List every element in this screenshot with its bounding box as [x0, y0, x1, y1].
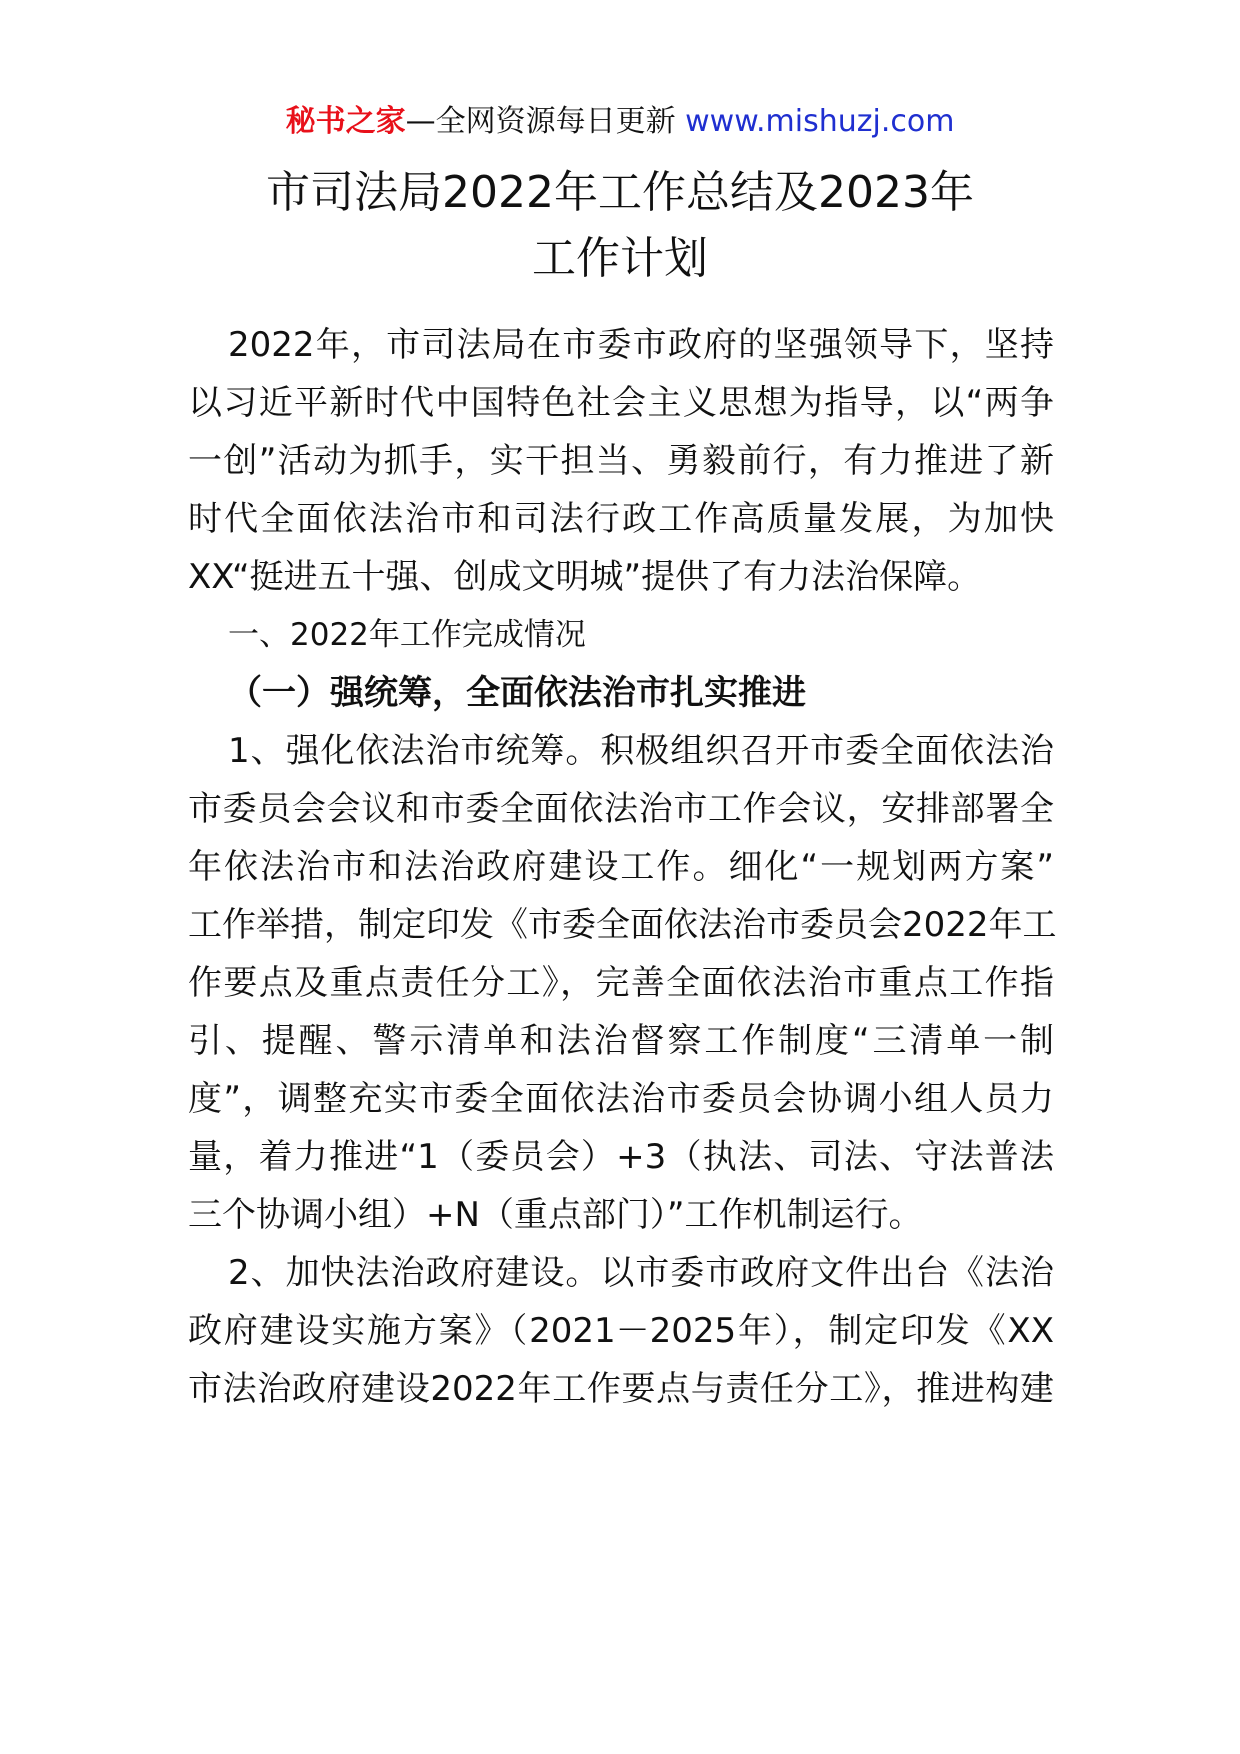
site-banner [0, 100, 1240, 144]
body-line: XX“挺进五十强、创成文明城”提供了有力法治保障。 [188, 557, 982, 597]
body-line: 年依法治市和法治政府建设工作。细化“一规划两方案” [188, 847, 1054, 887]
site-link[interactable]: www.mishuzj.com [685, 104, 955, 139]
document-title-line-1: 市司法局2022年工作总结及2023年 [266, 167, 974, 218]
body-line: 量，着力推进“1（委员会）+3（执法、司法、守法普法 [188, 1137, 1054, 1177]
section-heading: 一、2022年工作完成情况 [228, 617, 586, 653]
body-line: 一创”活动为抓手，实干担当、勇毅前行，有力推进了新 [188, 441, 1054, 481]
body-line: 2022年，市司法局在市委市政府的坚强领导下，坚持 [228, 325, 1054, 365]
brand-name: 秘书之家 [285, 104, 406, 139]
body-line: 2、加快法治政府建设。以市委市政府文件出台《法治 [228, 1253, 1054, 1293]
body-line: 市法治政府建设2022年工作要点与责任分工》，推进构建 [188, 1369, 1054, 1409]
brand-slogan: —全网资源每日更新 [405, 104, 686, 139]
body-line: 引、提醒、警示清单和法治督察工作制度“三清单一制 [188, 1021, 1054, 1061]
body-line: 以习近平新时代中国特色社会主义思想为指导，以“两争 [188, 383, 1054, 423]
body-line: 工作举措，制定印发《市委全面依法治市委员会2022年工 [188, 905, 1057, 945]
subsection-heading: （一）强统筹，全面依法治市扎实推进 [228, 673, 806, 713]
body-line: 作要点及重点责任分工》，完善全面依法治市重点工作指 [188, 963, 1054, 1003]
body-line: 三个协调小组）+N（重点部门）”工作机制运行。 [188, 1195, 923, 1235]
body-line: 时代全面依法治市和司法行政工作高质量发展，为加快 [188, 499, 1054, 539]
body-line: 市委员会会议和市委全面依法治市工作会议，安排部署全 [188, 789, 1054, 829]
body-line: 度”，调整充实市委全面依法治市委员会协调小组人员力 [188, 1079, 1054, 1119]
document-title-line-2: 工作计划 [532, 233, 708, 284]
body-line: 政府建设实施方案》（2021－2025年），制定印发《XX [188, 1311, 1054, 1351]
body-line: 1、强化依法治市统筹。积极组织召开市委全面依法治 [228, 731, 1054, 771]
